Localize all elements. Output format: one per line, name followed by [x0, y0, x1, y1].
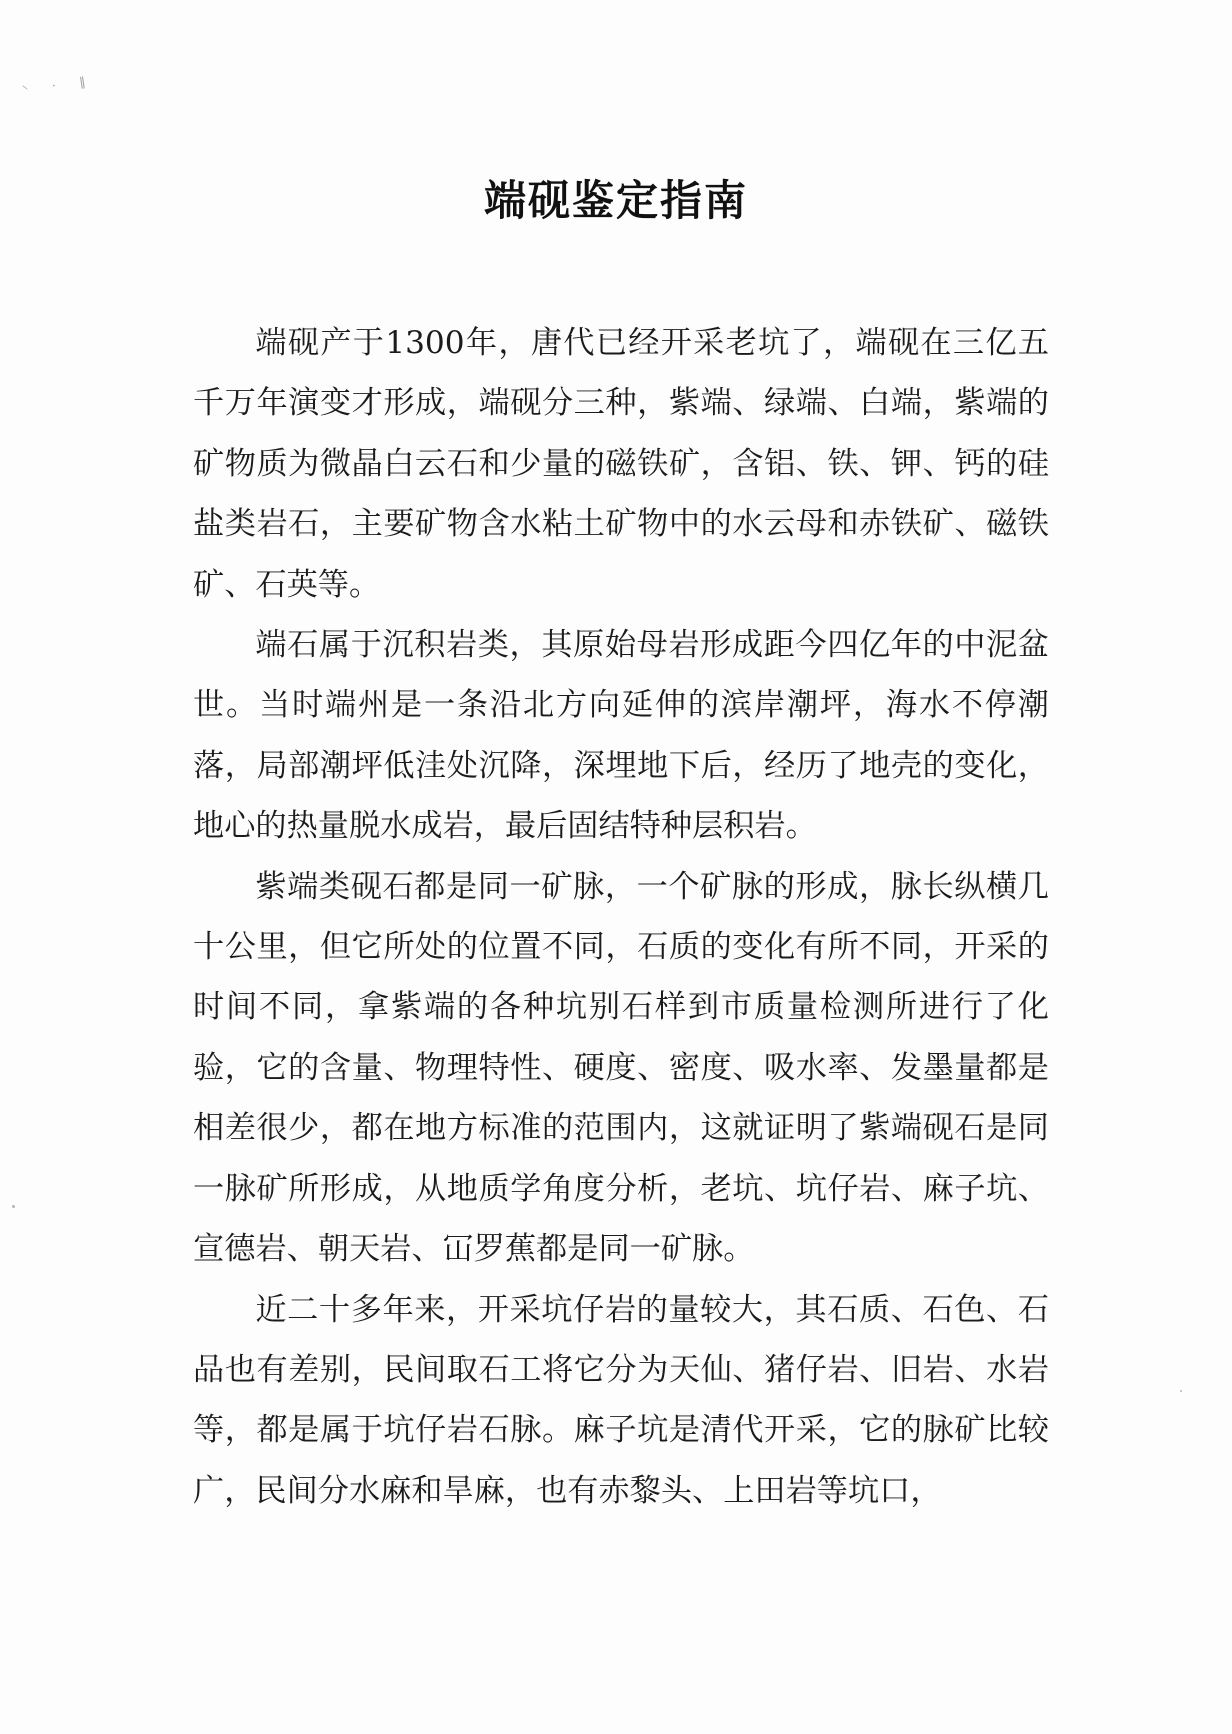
document-body: [193, 313, 1049, 1521]
scan-speck: [12, 1205, 15, 1208]
document-title: 端砚鉴定指南: [483, 176, 748, 225]
paragraph-2: 端石属于沉积岩类，其原始母岩形成距今四亿年的中泥盆世。当时端州是一条沿北方向延伸的滨岸潮坪，海水不停潮落，局部潮坪低洼处沉降，深埋地下后，经历了地壳的变化，地心的热量脱水成岩，最后固结特种层积岩。: [193, 627, 1049, 845]
paragraph-3: 紫端类砚石都是同一矿脉，一个矿脉的形成，脉长纵横几十公里，但它所处的位置不同，石质的变化有所不同，开采的时间不同，拿紫端的各种坑别石样到市质量检测所进行了化验，它的含量、物理特性、硬度、密度、吸水率、发墨量都是相差很少，都在地方标准的范围内，这就证明了紫端砚石是同一脉矿所形成，从地质学角度分析，老坑、坑仔岩、麻子坑、宣德岩、朝天岩、冚罗蕉都是同一矿脉。: [193, 868, 1049, 1268]
paragraph-4: 近二十多年来，开采坑仔岩的量较大，其石质、石色、石品也有差别，民间取石工将它分为天仙、猪仔岩、旧岩、水岩等，都是属于坑仔岩石脉。麻子坑是清代开采，它的脉矿比较广，民间分水麻和旱麻，也有赤黎头、上田岩等坑口，: [193, 1291, 1049, 1509]
scan-marks: ⸌ · ‖: [21, 72, 97, 98]
paragraph-1: 端砚产于1300年，唐代已经开采老坑了，端砚在三亿五千万年演变才形成，端砚分三种，紫端、绿端、白端，紫端的矿物质为微晶白云石和少量的磁铁矿，含铝、铁、钾、钙的硅盐类岩石，主要矿物含水粘土矿物中的水云母和赤铁矿、磁铁矿、石英等。: [193, 325, 1049, 603]
scan-speck: [1180, 1390, 1182, 1392]
